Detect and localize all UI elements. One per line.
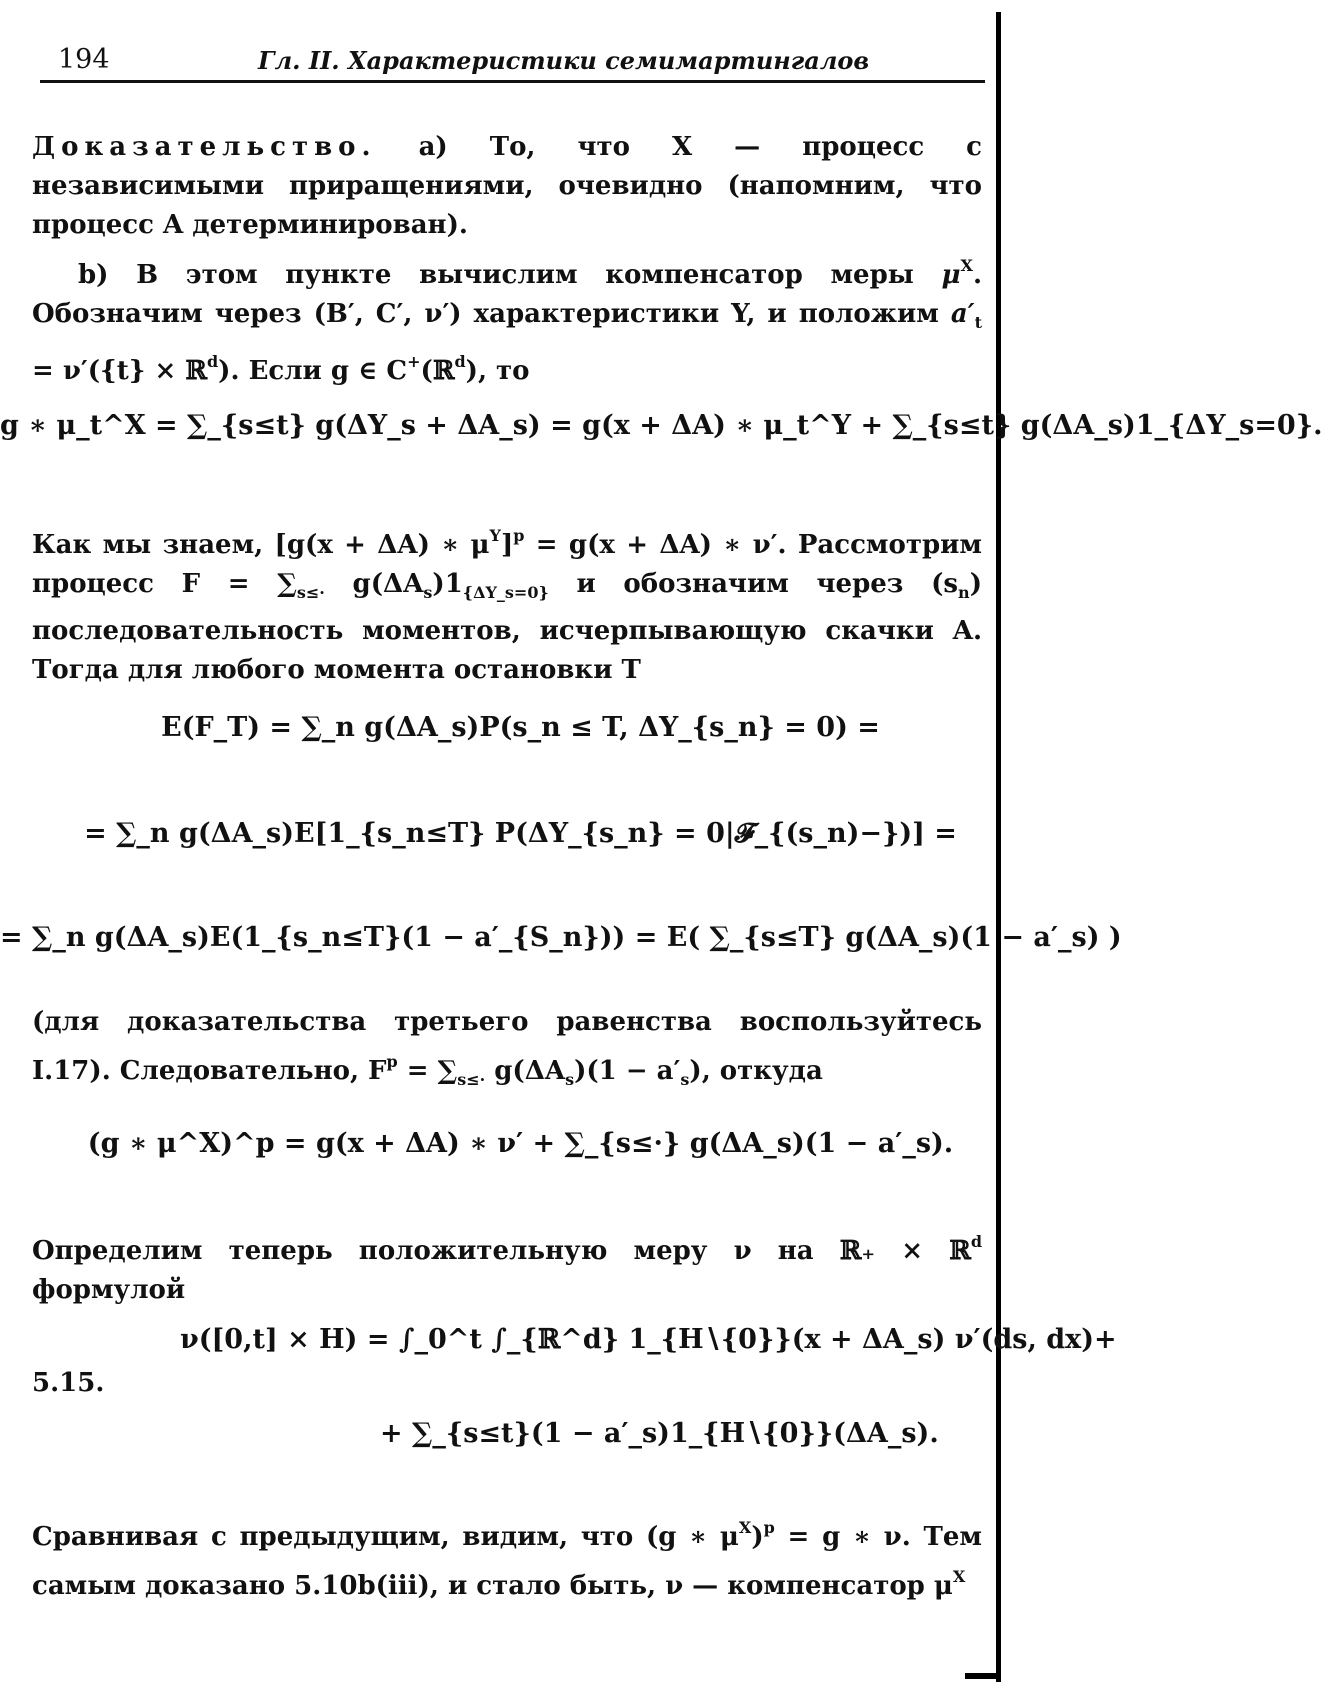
p2-run-c: = ν′({t} × ℝ xyxy=(32,356,207,386)
p4-sup-p: p xyxy=(386,1052,398,1071)
p4-run-b: = ∑ xyxy=(397,1056,458,1086)
p3-run-d: и обозначим через (s xyxy=(548,569,959,599)
equation-4-text: = ∑_n g(ΔA_s)E(1_{s_n≤T}(1 − a′_{S_n})) = E( ∑_{s≤T} g(ΔA_s)(1 − a′_s) ) xyxy=(0,922,1122,953)
equation-6-line-2-text: + ∑_{s≤t}(1 − a′_s)1_{H∖{0}}(ΔA_s). xyxy=(380,1418,939,1449)
p5-run-a: Определим теперь положительную меру ν на ℝ₊ × ℝ xyxy=(32,1236,971,1266)
equation-6-line-1-text: ν([0,t] × H) = ∫_0^t ∫_{ℝ^d} 1_{H∖{0}}(x + ΔA_s) ν′(ds, dx)+ xyxy=(180,1324,1117,1355)
equation-2 xyxy=(0,712,1041,743)
p6-run-a: Сравнивая с предыдущим, видим, что (g ∗ μ xyxy=(32,1522,739,1552)
equation-3-text: = ∑_n g(ΔA_s)E[1_{s_n≤T} P(ΔY_{s_n} = 0|𝓕_{(s_n)−})] = xyxy=(84,818,957,849)
equation-2-text: E(F_T) = ∑_n g(ΔA_s)P(s_n ≤ T, ΔY_{s_n} = 0) = xyxy=(161,712,880,743)
equation-6-line-1 xyxy=(180,1324,1117,1355)
p4-run-a: (для доказательства третьего равенства воспользуйтесь I.17). Следовательно, F xyxy=(32,1007,982,1086)
p2-sub-t: t xyxy=(974,313,982,332)
p4-sub-s2: s xyxy=(680,1070,690,1089)
p3-sub-sle: s≤· xyxy=(296,583,325,602)
p5-sup-d: d xyxy=(970,1232,982,1251)
proof-a-text: a) То, что X — процесс с независимыми приращениями, очевидно (напомним, что процесс A детерминирован). xyxy=(32,132,982,240)
p6-sup-x2: X xyxy=(952,1567,966,1586)
p3-sup-y: Y xyxy=(489,526,501,545)
p3-sub-dy0: {ΔY_s=0} xyxy=(462,583,549,602)
equation-6-line-2 xyxy=(380,1418,939,1449)
p3-sub-s: s xyxy=(423,583,433,602)
p4-run-e: ), откуда xyxy=(689,1056,823,1086)
equation-1 xyxy=(0,410,1323,441)
p2-run-a: b) В этом пункте вычислим компенсатор меры xyxy=(78,260,942,290)
p2-run-b: . Обозначим через (B′, C′, ν′) характеристики Y, и положим xyxy=(32,260,982,329)
p3-bracket: ] xyxy=(500,530,514,560)
p6-run-b: = g ∗ ν. Тем самым доказано 5.10b(iii), и стало быть, ν — компенсатор μ xyxy=(32,1522,982,1601)
equation-5 xyxy=(0,1128,1041,1159)
p2-run-d: ). Если g ∈ C xyxy=(218,356,408,386)
p3-sup-p: p xyxy=(513,526,525,545)
equation-5-text: (g ∗ μ^X)^p = g(x + ΔA) ∗ ν′ + ∑_{s≤·} g(ΔA_s)(1 − a′_s). xyxy=(87,1128,954,1159)
p3-sub-n: n xyxy=(958,583,970,602)
running-title: Гл. II. Характеристики семимартингалов xyxy=(258,46,870,75)
equation-1-text: g ∗ μ_t^X = ∑_{s≤t} g(ΔY_s + ΔA_s) = g(x + ΔA) ∗ μ_t^Y + ∑_{s≤t} g(ΔA_s)1_{ΔY_s=0}. xyxy=(0,410,1323,441)
p4-sub-sle: s≤· xyxy=(457,1070,486,1089)
paragraph-3: Как мы знаем, [g(x + ΔA) ∗ $\mu^Y]^p = g(x + \Delta A)$ ∗ ν′. Рассмотрим процесс $F = \sum_{s\le\cdot}$ $g(\Delta A_s)1_{\{\Delta Y\_s=0\}}$ и обозначим через $(s_n)$ последовательность моментов, исчерпывающую скачки A. Тогда для любого момента остановки T xyxy=(32,526,982,685)
page-corner-rule xyxy=(965,1673,1001,1679)
p4-sub-s: s xyxy=(565,1070,575,1089)
p3-run-b: = g(x + ΔA) ∗ ν′. Рассмотрим процесс F = ∑ xyxy=(32,530,982,599)
p2-a-prime: a′ xyxy=(950,299,975,329)
p6-sup-x: X xyxy=(738,1518,752,1537)
paragraph-5 xyxy=(32,1222,982,1310)
p2-sup-x: X xyxy=(960,256,973,275)
equation-number-5-15: 5.15. xyxy=(32,1368,105,1398)
p5-run-b: формулой xyxy=(32,1275,186,1305)
p4-run-c: g(ΔA xyxy=(485,1056,566,1086)
page-number: 194 xyxy=(58,44,110,75)
proof-heading: Доказательство. xyxy=(32,132,377,162)
paragraph-proof-a xyxy=(32,128,982,245)
p3-run-e: ) последовательность моментов, исчерпывающую скачки A. Тогда для любого момента остановки T xyxy=(32,569,982,685)
equation-4 xyxy=(0,922,1122,953)
running-header xyxy=(58,40,988,80)
p2-run-e: (ℝ xyxy=(420,356,455,386)
p3-run-c: g(ΔA xyxy=(324,569,424,599)
p2-run-f: ), то xyxy=(465,356,530,386)
p2-sup-d2: d xyxy=(454,352,466,371)
header-rule xyxy=(40,80,985,83)
p6-sup-p: p xyxy=(763,1518,775,1537)
paragraph-proof-b: b) В этом пункте вычислим компенсатор меры $\mu^X$. Обозначим через (B′, C′, ν′) характеристики Y, и положим $a'_t = \nu'(\{t\}$ × ℝ$^d$). Если g ∈ C+(ℝ$^d$), то xyxy=(32,256,982,386)
equation-3 xyxy=(0,818,1041,850)
paragraph-6: Сравнивая с предыдущим, видим, что (g ∗ $\mu^X)^p = g$ ∗ ν. Тем самым доказано 5.10b(iii), и стало быть, ν — компенсатор $\mu^X$ xyxy=(32,1518,982,1601)
p3-run-a: Как мы знаем, [g(x + ΔA) ∗ μ xyxy=(32,530,490,560)
p2-sup-plus: + xyxy=(407,352,421,371)
p2-sup-d: d xyxy=(206,352,219,371)
p4-run-d: )(1 − a′ xyxy=(574,1056,681,1086)
paragraph-4 xyxy=(32,1003,982,1099)
